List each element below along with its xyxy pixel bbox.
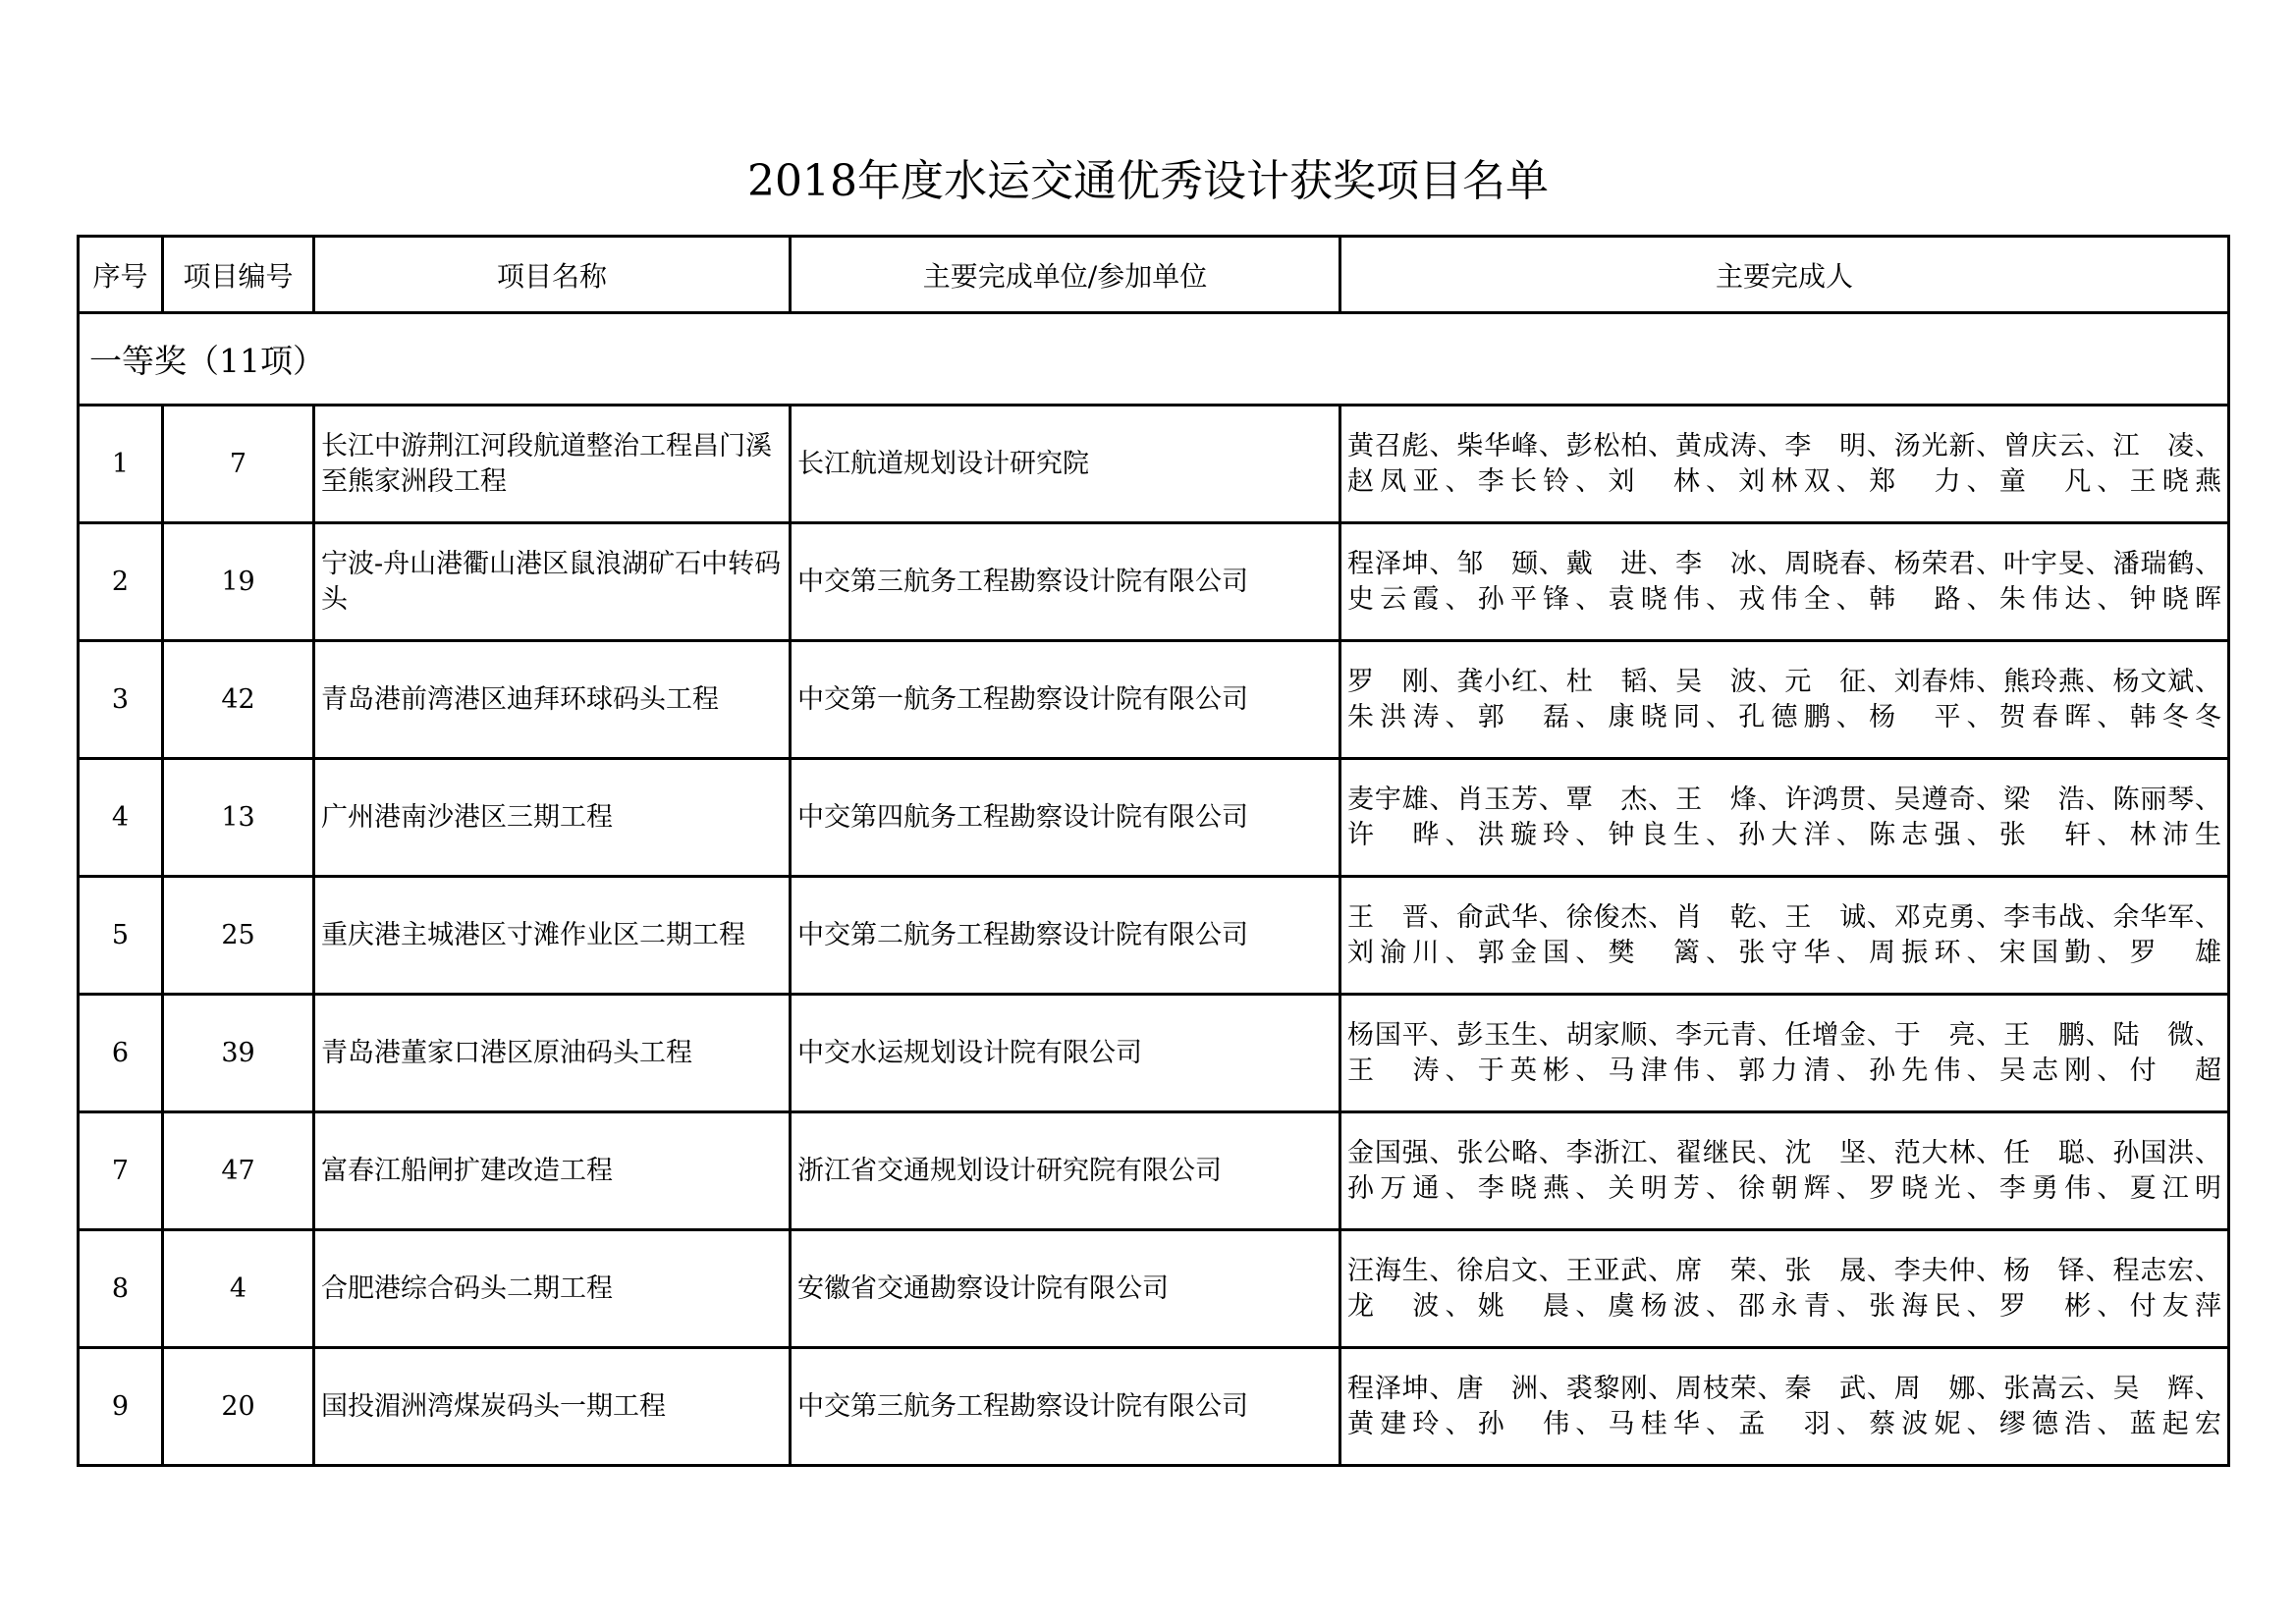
cell-people: 罗 刚、龚小红、杜 韬、吴 波、元 征、刘春炜、熊玲燕、杨文斌、朱洪涛、郭 磊、康晓同、孔德鹏、杨 平、贺春晖、韩冬冬 <box>1340 641 2229 759</box>
cell-people: 程泽坤、邹 颋、戴 进、李 冰、周晓春、杨荣君、叶宇旻、潘瑞鹤、史云霞、孙平锋、袁晓伟、戎伟全、韩 路、朱伟达、钟晓晖 <box>1340 523 2229 641</box>
table-row <box>79 523 2229 641</box>
cell-project-code: 25 <box>163 877 314 995</box>
section-row-first-prize <box>79 313 2229 406</box>
cell-project-code: 39 <box>163 995 314 1112</box>
table-header-row <box>79 237 2229 313</box>
cell-project-code: 19 <box>163 523 314 641</box>
table-row <box>79 1230 2229 1348</box>
table-row <box>79 759 2229 877</box>
cell-project-name: 国投湄洲湾煤炭码头一期工程 <box>314 1348 791 1466</box>
table-row <box>79 1112 2229 1230</box>
cell-project-code: 13 <box>163 759 314 877</box>
cell-project-name: 长江中游荆江河段航道整治工程昌门溪至熊家洲段工程 <box>314 406 791 523</box>
award-table <box>77 235 2230 1467</box>
header-project-name: 项目名称 <box>314 237 791 313</box>
header-project-code: 项目编号 <box>163 237 314 313</box>
cell-project-name: 青岛港前湾港区迪拜环球码头工程 <box>314 641 791 759</box>
cell-project-code: 7 <box>163 406 314 523</box>
cell-project-code: 4 <box>163 1230 314 1348</box>
header-people: 主要完成人 <box>1340 237 2229 313</box>
cell-unit: 中交第二航务工程勘察设计院有限公司 <box>791 877 1340 995</box>
cell-project-name: 重庆港主城港区寸滩作业区二期工程 <box>314 877 791 995</box>
cell-seq: 8 <box>79 1230 163 1348</box>
cell-unit: 安徽省交通勘察设计院有限公司 <box>791 1230 1340 1348</box>
cell-seq: 3 <box>79 641 163 759</box>
table-row <box>79 877 2229 995</box>
cell-project-code: 47 <box>163 1112 314 1230</box>
cell-people: 汪海生、徐启文、王亚武、席 荣、张 晟、李夫仲、杨 铎、程志宏、龙 波、姚 晨、虞杨波、邵永青、张海民、罗 彬、付友萍 <box>1340 1230 2229 1348</box>
cell-people: 黄召彪、柴华峰、彭松柏、黄成涛、李 明、汤光新、曾庆云、江 凌、赵凤亚、李长铃、刘 林、刘林双、郑 力、童 凡、王晓燕 <box>1340 406 2229 523</box>
page-title: 2018年度水运交通优秀设计获奖项目名单 <box>747 156 1549 206</box>
cell-seq: 2 <box>79 523 163 641</box>
cell-project-name: 宁波-舟山港衢山港区鼠浪湖矿石中转码头 <box>314 523 791 641</box>
cell-people: 金国强、张公略、李浙江、翟继民、沈 坚、范大林、任 聪、孙国洪、孙万通、李晓燕、关明芳、徐朝辉、罗晓光、李勇伟、夏江明 <box>1340 1112 2229 1230</box>
cell-unit: 中交第一航务工程勘察设计院有限公司 <box>791 641 1340 759</box>
cell-project-name: 合肥港综合码头二期工程 <box>314 1230 791 1348</box>
cell-people: 杨国平、彭玉生、胡家顺、李元青、任增金、于 亮、王 鹏、陆 微、王 涛、于英彬、马津伟、郭力清、孙先伟、吴志刚、付 超 <box>1340 995 2229 1112</box>
cell-project-name: 广州港南沙港区三期工程 <box>314 759 791 877</box>
cell-unit: 中交水运规划设计院有限公司 <box>791 995 1340 1112</box>
header-unit: 主要完成单位/参加单位 <box>791 237 1340 313</box>
table-row <box>79 1348 2229 1466</box>
cell-unit: 中交第三航务工程勘察设计院有限公司 <box>791 523 1340 641</box>
cell-seq: 1 <box>79 406 163 523</box>
cell-seq: 5 <box>79 877 163 995</box>
cell-project-name: 青岛港董家口港区原油码头工程 <box>314 995 791 1112</box>
cell-seq: 9 <box>79 1348 163 1466</box>
table-row <box>79 406 2229 523</box>
cell-project-code: 42 <box>163 641 314 759</box>
cell-people: 程泽坤、唐 洲、裘黎刚、周枝荣、秦 武、周 娜、张嵩云、吴 辉、黄建玲、孙 伟、马桂华、孟 羽、蔡波妮、缪德浩、蓝起宏 <box>1340 1348 2229 1466</box>
cell-project-code: 20 <box>163 1348 314 1466</box>
cell-seq: 4 <box>79 759 163 877</box>
cell-people: 麦宇雄、肖玉芳、覃 杰、王 烽、许鸿贯、吴遵奇、梁 浩、陈丽琴、许 晔、洪璇玲、钟良生、孙大洋、陈志强、张 轩、林沛生 <box>1340 759 2229 877</box>
cell-project-name: 富春江船闸扩建改造工程 <box>314 1112 791 1230</box>
cell-unit: 中交第三航务工程勘察设计院有限公司 <box>791 1348 1340 1466</box>
cell-seq: 6 <box>79 995 163 1112</box>
cell-people: 王 晋、俞武华、徐俊杰、肖 乾、王 诚、邓克勇、李韦战、余华军、刘渝川、郭金国、樊 篱、张守华、周振环、宋国勤、罗 雄 <box>1340 877 2229 995</box>
table-row <box>79 641 2229 759</box>
cell-unit: 中交第四航务工程勘察设计院有限公司 <box>791 759 1340 877</box>
cell-unit: 浙江省交通规划设计研究院有限公司 <box>791 1112 1340 1230</box>
table-row <box>79 995 2229 1112</box>
cell-unit: 长江航道规划设计研究院 <box>791 406 1340 523</box>
cell-seq: 7 <box>79 1112 163 1230</box>
header-seq: 序号 <box>79 237 163 313</box>
section-label: 一等奖（11项） <box>79 313 2229 406</box>
